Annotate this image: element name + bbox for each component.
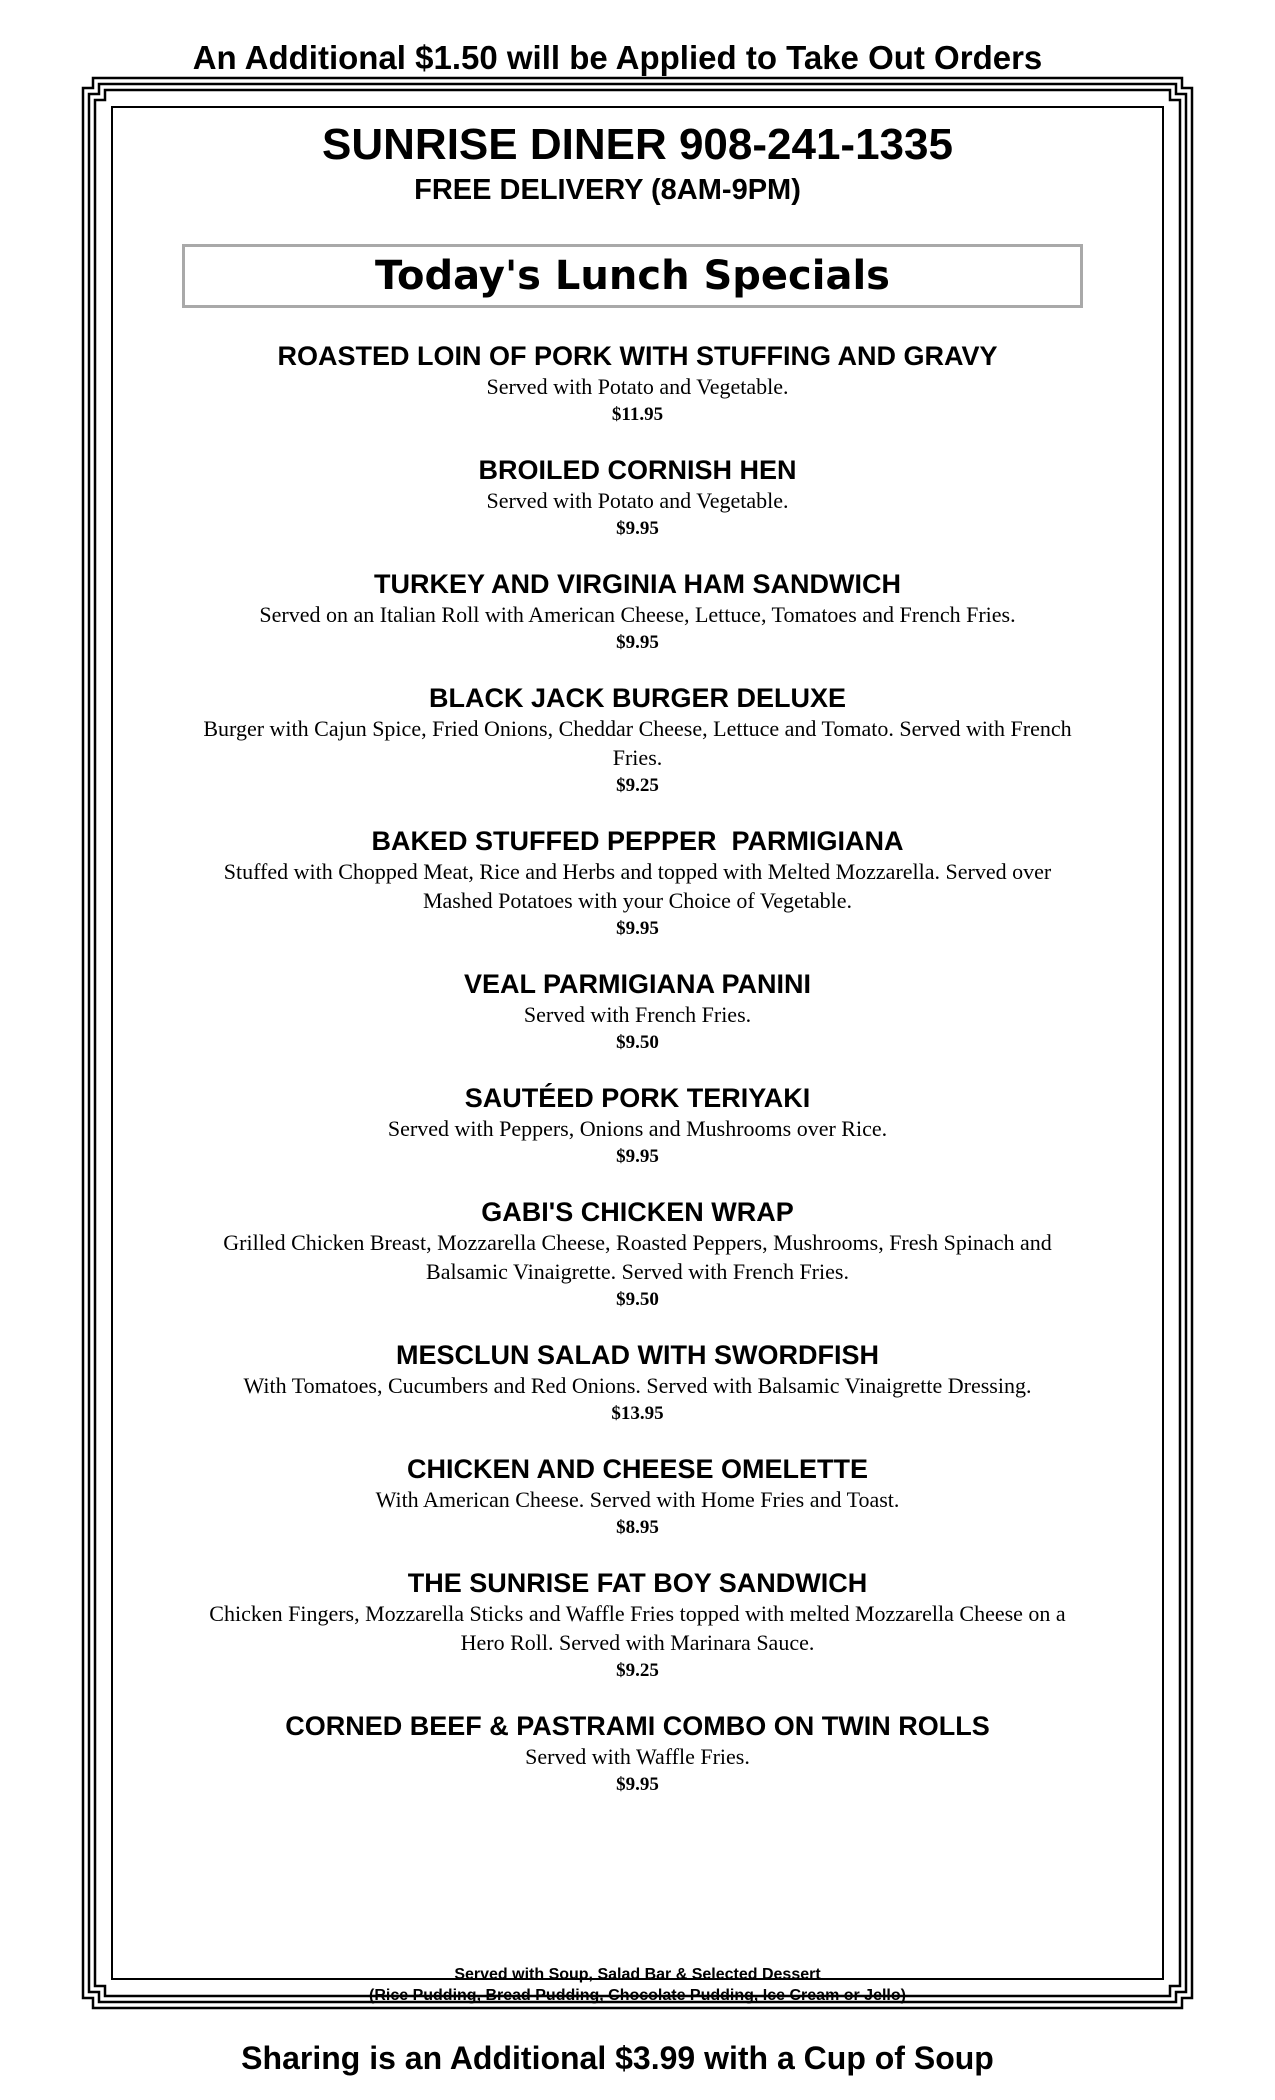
menu-item xyxy=(100,825,1175,943)
takeout-surcharge-note: An Additional $1.50 will be Applied to Take Out Orders xyxy=(192,39,1043,76)
menu-item xyxy=(100,1710,1175,1799)
menu-item xyxy=(100,1082,1175,1171)
menu-item-name: BLACK JACK BURGER DELUXE xyxy=(428,683,847,713)
menu-item-name: MESCLUN SALAD WITH SWORDFISH xyxy=(396,1340,879,1370)
menu-item xyxy=(100,968,1175,1057)
menu-item-description: Served on an Italian Roll with American Cheese, Lettuce, Tomatoes and French Fries. xyxy=(259,602,1016,627)
menu-item-price: $9.95 xyxy=(616,1774,659,1795)
menu-item xyxy=(100,454,1175,543)
menu-content xyxy=(100,118,1175,1824)
menu-item xyxy=(100,1567,1175,1685)
menu-item-price: $9.50 xyxy=(616,1032,659,1053)
menu-item-price: $8.95 xyxy=(616,1517,659,1538)
sharing-charge-note: Sharing is an Additional $3.99 with a Cup of Soup xyxy=(241,2040,994,2076)
menu-item-price: $9.25 xyxy=(616,1660,659,1681)
menu-item xyxy=(100,1453,1175,1542)
menu-item-description: Burger with Cajun Spice, Fried Onions, Cheddar Cheese, Lettuce and Tomato. Served with French Fries. xyxy=(203,716,1072,770)
menu-item-price: $9.95 xyxy=(616,1146,659,1167)
menu-item-price: $13.95 xyxy=(611,1403,664,1424)
delivery-hours: FREE DELIVERY (8AM-9PM) xyxy=(414,174,801,206)
menu-item-price: $9.50 xyxy=(616,1289,659,1310)
menu-item xyxy=(100,568,1175,657)
menu-items-list xyxy=(100,340,1175,1799)
specials-title-box xyxy=(182,244,1083,308)
menu-item-name: CHICKEN AND CHEESE OMELETTE xyxy=(406,1454,869,1484)
menu-item-description: With American Cheese. Served with Home Fries and Toast. xyxy=(375,1487,900,1512)
menu-item-name: BROILED CORNISH HEN xyxy=(478,455,797,485)
menu-item-price: $9.95 xyxy=(616,632,659,653)
menu-item-name: SAUTÉED PORK TERIYAKI xyxy=(464,1083,811,1113)
menu-item-price: $9.95 xyxy=(616,918,659,939)
menu-item-price: $9.25 xyxy=(616,775,659,796)
menu-item-name: BAKED STUFFED PEPPER PARMIGIANA xyxy=(371,826,904,856)
menu-item-description: Served with French Fries. xyxy=(523,1002,752,1027)
menu-item-price: $9.95 xyxy=(616,518,659,539)
menu-item xyxy=(100,340,1175,429)
menu-item-price: $11.95 xyxy=(611,404,664,425)
menu-item-description: Grilled Chicken Breast, Mozzarella Cheese, Roasted Peppers, Mushrooms, Fresh Spinach and Balsamic Vinaigrette. Served with French Fries. xyxy=(223,1230,1052,1284)
menu-item-description: Served with Potato and Vegetable. xyxy=(486,374,789,399)
menu-item-description: Stuffed with Chopped Meat, Rice and Herbs and topped with Melted Mozzarella. Served over Mashed Potatoes with your Choice of Vegetable. xyxy=(223,859,1052,913)
menu-item-name: TURKEY AND VIRGINIA HAM SANDWICH xyxy=(373,569,901,599)
menu-item-description: Chicken Fingers, Mozzarella Sticks and Waffle Fries topped with melted Mozzarella Cheese on a Hero Roll. Served with Marinara Sauce. xyxy=(209,1601,1066,1655)
menu-item xyxy=(100,1196,1175,1314)
menu-item xyxy=(100,1339,1175,1428)
menu-item-description: Served with Waffle Fries. xyxy=(525,1744,750,1769)
menu-item-description: Served with Peppers, Onions and Mushrooms over Rice. xyxy=(387,1116,888,1141)
dessert-options-text: (Rice Pudding, Bread Pudding, Chocolate Pudding, Ice Cream or Jello) xyxy=(369,1987,906,2004)
menu-item-name: VEAL PARMIGIANA PANINI xyxy=(463,969,812,999)
menu-item-name: ROASTED LOIN OF PORK WITH STUFFING AND GRAVY xyxy=(277,341,998,371)
menu-item-name: CORNED BEEF & PASTRAMI COMBO ON TWIN ROLLS xyxy=(285,1711,990,1741)
served-with-text: Served with Soup, Salad Bar & Selected Dessert xyxy=(454,1966,821,1983)
menu-item-description: With Tomatoes, Cucumbers and Red Onions. Served with Balsamic Vinaigrette Dressing. xyxy=(243,1373,1032,1398)
menu-item-name: GABI'S CHICKEN WRAP xyxy=(481,1197,794,1227)
menu-item-description: Served with Potato and Vegetable. xyxy=(486,488,789,513)
included-sides-note xyxy=(100,1964,1175,2006)
restaurant-name-phone: SUNRISE DINER 908-241-1335 xyxy=(322,120,953,169)
menu-item xyxy=(100,682,1175,800)
menu-item-name: THE SUNRISE FAT BOY SANDWICH xyxy=(407,1568,868,1598)
specials-title: Today's Lunch Specials xyxy=(375,253,890,299)
